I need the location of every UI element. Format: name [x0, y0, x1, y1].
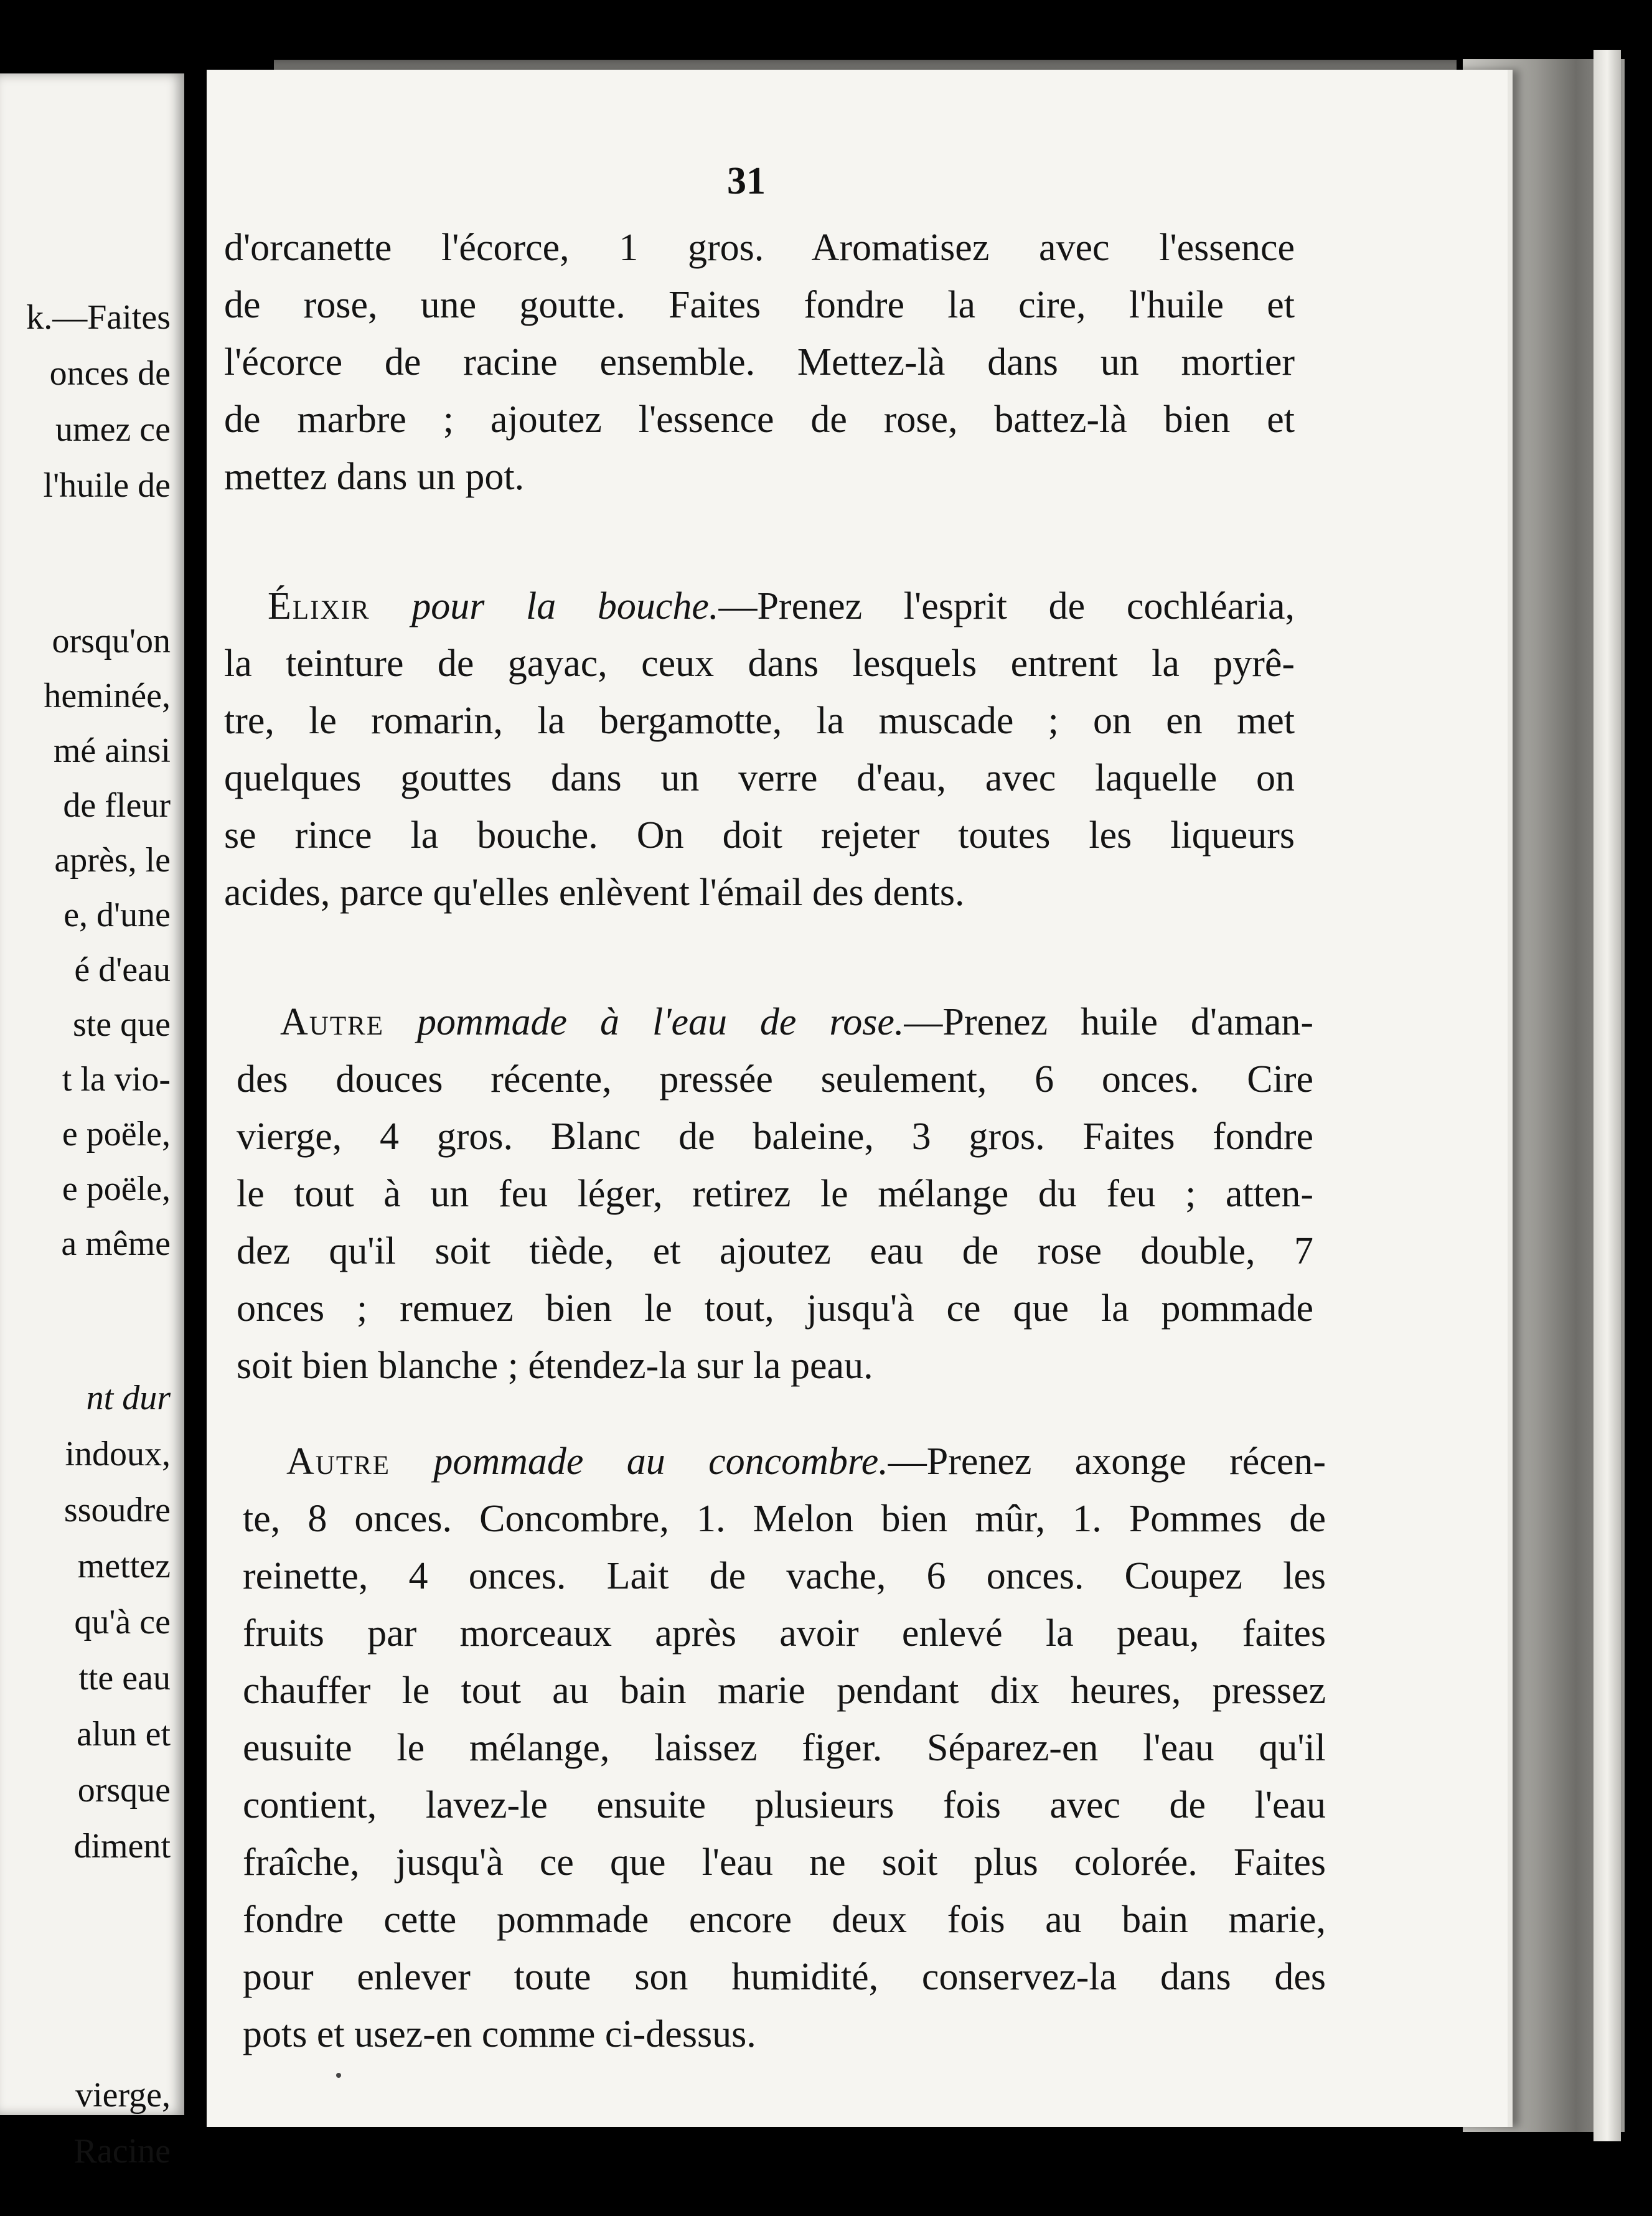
text-line [243, 1433, 1326, 1490]
left-fragment: t la vio- [62, 1060, 171, 1099]
text-line: le tout à un feu léger, retirez le mélange du feu ; atten- [237, 1173, 1313, 1215]
left-fragment: a même [61, 1224, 171, 1263]
text-line: dez qu'il soit tiède, et ajoutez eau de rose double, 7 [237, 1230, 1313, 1272]
text-line: vierge, 4 gros. Blanc de baleine, 3 gros. Faites fondre [237, 1115, 1313, 1158]
text-line [224, 578, 1295, 635]
text-line: de marbre ; ajoutez l'essence de rose, battez-là bien et [224, 398, 1295, 441]
text-line: tre, le romarin, la bergamotte, la muscade ; on en met [224, 700, 1295, 742]
entry-subheading: pommade au concombre. [433, 1440, 888, 1483]
page-edge-highlight [1593, 50, 1621, 2141]
text-line: fondre cette pommade encore deux fois au bain marie, [243, 1899, 1326, 1941]
left-fragment: tte eau [78, 1659, 171, 1697]
left-fragment: heminée, [44, 677, 171, 715]
text-line: reinette, 4 onces. Lait de vache, 6 onces. Coupez les [243, 1555, 1326, 1597]
text-line: te, 8 onces. Concombre, 1. Melon bien mûr, 1. Pommes de [243, 1498, 1326, 1540]
left-fragment: orsqu'on [52, 622, 171, 660]
text-line: pour enlever toute son humidité, conservez-la dans des [243, 1956, 1326, 1998]
print-speck [336, 2073, 341, 2078]
entry-subheading: pommade à l'eau de rose. [417, 1001, 904, 1043]
text-line: soit bien blanche ; étendez-la sur la peau. [237, 1345, 873, 1387]
text-line: eusuite le mélange, laissez figer. Séparez-en l'eau qu'il [243, 1727, 1326, 1769]
text-line: l'écorce de racine ensemble. Mettez-là dans un mortier [224, 341, 1295, 383]
paragraph-rose-pomade [237, 993, 1313, 1394]
text-line: de rose, une goutte. Faites fondre la cire, l'huile et [224, 284, 1295, 326]
text-line: se rince la bouche. On doit rejeter toutes les liqueurs [224, 814, 1295, 857]
left-fragment: vierge, [75, 2076, 171, 2115]
left-fragment: e poële, [62, 1170, 171, 1208]
text-line: d'orcanette l'écorce, 1 gros. Aromatisez avec l'essence [224, 227, 1295, 269]
left-fragment: k.—Faites [26, 298, 171, 337]
page-number: 31 [727, 160, 766, 202]
text-line: acides, parce qu'elles enlèvent l'émail des dents. [224, 871, 965, 914]
left-fragment: de fleur [63, 786, 171, 825]
text-line: fruits par morceaux après avoir enlevé la peau, faites [243, 1612, 1326, 1655]
text-line: chauffer le tout au bain marie pendant dix heures, pressez [243, 1669, 1326, 1712]
left-fragment: après, le [54, 841, 171, 880]
left-facing-page [0, 73, 184, 2171]
left-fragment: ssoudre [63, 1491, 171, 1529]
text-line: mettez dans un pot. [224, 456, 525, 498]
left-fragment: alun et [77, 1715, 171, 1754]
entry-heading: Autre [280, 1001, 385, 1043]
left-fragment: e poële, [62, 1115, 171, 1153]
left-fragment: umez ce [55, 410, 171, 449]
left-fragment: Racine [73, 2132, 171, 2171]
left-fragment: nt dur [86, 1379, 171, 1417]
text-line: fraîche, jusqu'à ce que l'eau ne soit plus colorée. Faites [243, 1841, 1326, 1884]
left-fragment: ste que [72, 1005, 171, 1044]
paragraph-elixir [224, 578, 1295, 921]
text-line: onces ; remuez bien le tout, jusqu'à ce que la pommade [237, 1287, 1313, 1330]
left-fragment: mé ainsi [53, 731, 171, 770]
left-fragment: é d'eau [74, 951, 171, 989]
paragraph-cucumber-pomade [243, 1433, 1326, 2063]
left-fragment: mettez [77, 1547, 171, 1585]
left-fragment: e, d'une [63, 896, 171, 934]
text-line: quelques gouttes dans un verre d'eau, avec laquelle on [224, 757, 1295, 799]
left-fragment: onces de [49, 354, 171, 393]
text-line: des douces récente, pressée seulement, 6 onces. Cire [237, 1058, 1313, 1101]
text-fragment: —Prenez huile d'aman- [904, 1001, 1313, 1043]
left-fragment: indoux, [65, 1435, 171, 1473]
entry-heading: Autre [286, 1440, 391, 1483]
left-fragment: orsque [77, 1771, 171, 1810]
left-fragment: l'huile de [43, 466, 171, 505]
text-fragment: —Prenez axonge récen- [888, 1440, 1326, 1483]
left-fragment: diment [73, 1827, 171, 1866]
entry-subheading: pour la bouche. [411, 585, 719, 627]
left-fragment: qu'à ce [74, 1603, 171, 1641]
text-line: la teinture de gayac, ceux dans lesquels entrent la pyrê- [224, 642, 1295, 685]
text-fragment: —Prenez l'esprit de cochléaria, [718, 585, 1295, 627]
entry-heading: Élixir [268, 585, 370, 627]
text-line: contient, lavez-le ensuite plusieurs fois avec de l'eau [243, 1784, 1326, 1826]
text-line [237, 993, 1313, 1051]
paragraph-continuation [224, 219, 1295, 505]
text-line: pots et usez-en comme ci-dessus. [243, 2013, 756, 2055]
